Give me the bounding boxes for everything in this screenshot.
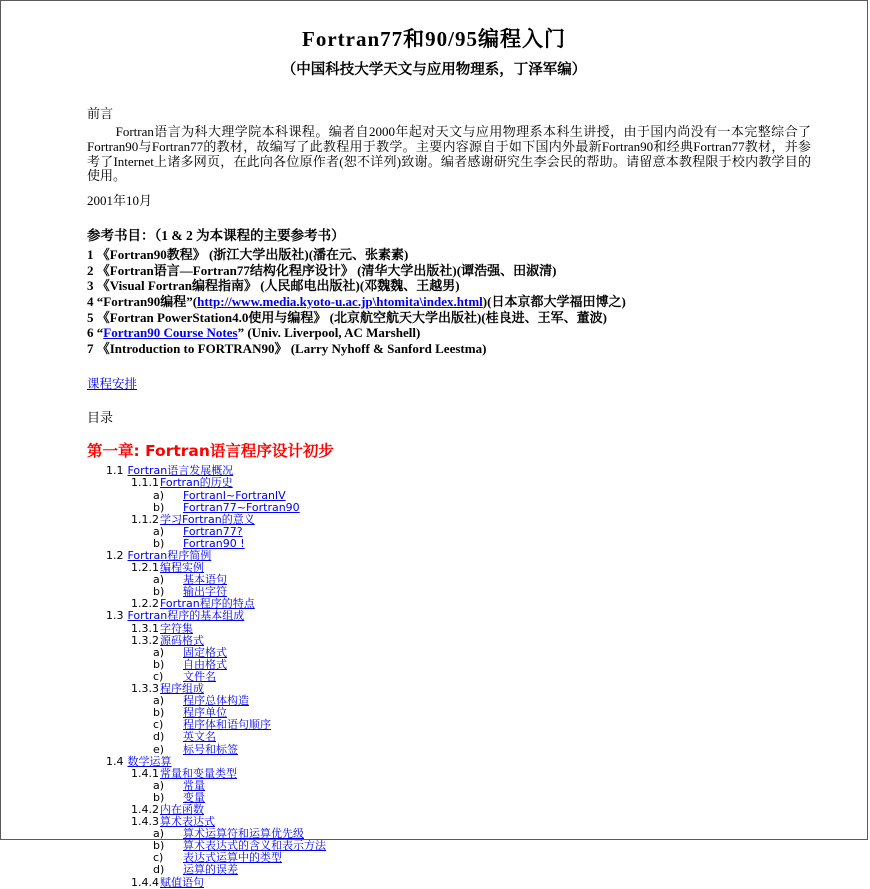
- toc-item: [153, 538, 811, 550]
- reference-text: 5 《Fortran PowerStation4.0使用与编程》 (北京航空航天大学出版社)(桂良进、王军、董波): [87, 309, 607, 325]
- toc-item-link[interactable]: 自由格式: [183, 657, 227, 671]
- toc-item-number: d): [153, 730, 165, 744]
- reference-item: [87, 294, 811, 310]
- toc-item-number: a): [153, 778, 165, 792]
- toc-item-number: 1.4.3: [131, 815, 159, 829]
- toc-item-number: 1.3: [106, 609, 124, 623]
- toc-item-link[interactable]: Fortran的历史: [160, 476, 233, 490]
- toc-item-number: 1.1.2: [131, 512, 159, 526]
- toc-item-link[interactable]: 程序体和语句顺序: [183, 718, 271, 732]
- toc-item-link[interactable]: 运算的误差: [183, 863, 238, 877]
- toc-item: [131, 635, 811, 647]
- toc-item-link[interactable]: 英文名: [183, 730, 216, 744]
- preface-paragraph: Fortran语言为科大理学院本科课程。编者自2000年起对天文与应用物理系本科生讲授，由于国内尚没有一本完整综合了Fortran90与Fortran77的教材，故编写了此教程用于教学。主要内容源自于如下国内外最新Fortran90和经典Fortran77教材，并参考了Internet上诸多网页，在此向各位原作者(恕不详列)致谢。编者感谢研究生李会民的帮助。请留意本教程限于校内教学目的使用。: [87, 124, 811, 184]
- toc-item-number: d): [153, 863, 165, 877]
- toc-item-number: 1.2.2: [131, 597, 159, 611]
- toc-item: [153, 852, 811, 864]
- toc-item-number: b): [153, 500, 165, 514]
- toc-item: [131, 768, 811, 780]
- toc-item-link[interactable]: 输出字符: [183, 585, 227, 599]
- toc-item: [153, 780, 811, 792]
- toc-item: [153, 659, 811, 671]
- toc-item-link[interactable]: 编程实例: [160, 561, 204, 575]
- toc-item-number: a): [153, 827, 165, 841]
- toc-item-link[interactable]: 常量: [183, 778, 205, 792]
- toc-item-number: a): [153, 573, 165, 587]
- toc-item: [106, 550, 811, 562]
- toc-item: [153, 671, 811, 683]
- toc-item: [153, 731, 811, 743]
- toc-item-number: 1.4: [106, 754, 124, 768]
- toc-item: [106, 610, 811, 622]
- toc-list: [87, 465, 811, 888]
- reference-text: 7 《Introduction to FORTRAN90》 (Larry Nyhoff & Sanford Leestma): [87, 340, 487, 356]
- reference-text: ” (Univ. Liverpool, AC Marshell): [237, 325, 421, 341]
- toc-item-link[interactable]: Fortran77~Fortran90: [183, 500, 300, 514]
- toc-item-link[interactable]: 标号和标签: [183, 742, 238, 756]
- toc-item-link[interactable]: Fortran90 !: [183, 536, 245, 550]
- toc-item-number: a): [153, 488, 165, 502]
- toc-item-link[interactable]: 常量和变量类型: [160, 766, 237, 780]
- toc-item-number: 1.1.1: [131, 476, 159, 490]
- toc-item-number: a): [153, 645, 165, 659]
- toc-item-link[interactable]: 表达式运算中的类型: [183, 851, 282, 865]
- toc-item-link[interactable]: 基本语句: [183, 573, 227, 587]
- toc-item-link[interactable]: 变量: [183, 790, 205, 804]
- toc-item: [153, 695, 811, 707]
- toc-item-link[interactable]: 程序组成: [160, 682, 204, 696]
- toc-item-link[interactable]: 内在函数: [160, 802, 204, 816]
- toc-item: [153, 574, 811, 586]
- toc-item-link[interactable]: Fortran77?: [183, 524, 243, 538]
- document-content: [87, 103, 811, 889]
- toc-item: [153, 719, 811, 731]
- toc-item-number: 1.3.1: [131, 621, 159, 635]
- reference-item: [87, 310, 811, 326]
- preface-heading: 前言: [87, 106, 114, 121]
- references-heading: 参考书目：（1 & 2 为本课程的主要参考书）: [87, 228, 345, 244]
- toc-item-link[interactable]: FortranI~FortranIV: [183, 488, 286, 502]
- reference-text: 1 《Fortran90教程》 (浙江大学出版社)(潘在元、张素素): [87, 247, 409, 263]
- toc-item-link[interactable]: Fortran程序的基本组成: [127, 609, 245, 623]
- reference-item: [87, 341, 811, 357]
- reference-item: [87, 247, 811, 263]
- toc-item-link[interactable]: 源码格式: [160, 633, 204, 647]
- toc-item-link[interactable]: 学习Fortran的意义: [160, 512, 255, 526]
- toc-item: [153, 526, 811, 538]
- reference-text: 6 “: [87, 325, 104, 341]
- toc-item-number: 1.3.2: [131, 633, 159, 647]
- toc-item-link[interactable]: Fortran程序简例: [127, 549, 212, 562]
- toc-item-number: a): [153, 694, 165, 708]
- toc-item-number: 1.1: [106, 464, 124, 478]
- toc-item-link[interactable]: 数学运算: [127, 754, 172, 768]
- toc-item-number: b): [153, 536, 165, 550]
- toc-item-link[interactable]: 字符集: [160, 621, 193, 635]
- toc-item: [153, 744, 811, 756]
- toc-item-number: b): [153, 657, 165, 671]
- toc-item-number: b): [153, 790, 165, 804]
- toc-item-number: b): [153, 706, 165, 720]
- toc-item-number: 1.4.4: [131, 875, 159, 889]
- reference-text: 4 “Fortran90编程”(: [87, 293, 198, 309]
- toc-item-link[interactable]: 文件名: [183, 669, 216, 683]
- toc-item-number: 1.2.1: [131, 561, 159, 575]
- reference-item: [87, 278, 811, 294]
- toc-item-number: 1.3.3: [131, 682, 159, 696]
- reference-link[interactable]: http://www.media.kyoto-u.ac.jp\htomita\index.html: [197, 293, 483, 309]
- toc-heading: 目录: [87, 410, 114, 426]
- reference-list: [87, 247, 811, 356]
- toc-item-number: b): [153, 839, 165, 853]
- toc-item-number: a): [153, 524, 165, 538]
- toc-item: [131, 623, 811, 635]
- toc-item-link[interactable]: 算术表达式: [160, 815, 215, 829]
- toc-item-link[interactable]: Fortran语言发展概况: [127, 464, 234, 478]
- toc-item-number: e): [153, 742, 165, 756]
- page-subtitle: （中国科技大学天文与应用物理系，丁泽军编）: [281, 62, 587, 78]
- page-title: Fortran77和90/95编程入门: [302, 27, 566, 51]
- toc-item: [131, 877, 811, 889]
- toc-item-link[interactable]: 程序总体构造: [183, 694, 249, 708]
- toc-item-link[interactable]: 固定格式: [183, 645, 227, 659]
- course-schedule-link[interactable]: 课程安排: [87, 376, 138, 392]
- toc-item-number: 1.4.1: [131, 766, 159, 780]
- toc-item: [153, 792, 811, 804]
- toc-item-number: 1.4.2: [131, 802, 159, 816]
- toc-item-link[interactable]: Fortran程序的特点: [160, 597, 255, 611]
- preface-date: 2001年10月: [87, 193, 153, 209]
- toc-item-link[interactable]: 算术表达式的含义和表示方法: [183, 839, 326, 853]
- toc-item: [153, 647, 811, 659]
- toc-item-number: 1.2: [106, 549, 124, 562]
- toc-item-number: b): [153, 585, 165, 599]
- toc-item-link[interactable]: 程序单位: [183, 706, 227, 720]
- toc-item-link[interactable]: 赋值语句: [160, 875, 204, 889]
- reference-item: [87, 325, 811, 341]
- toc-item-number: c): [153, 669, 164, 683]
- toc-item-number: c): [153, 718, 164, 732]
- toc-item: [153, 864, 811, 876]
- toc-item: [131, 562, 811, 574]
- reference-text: 3 《Visual Fortran编程指南》 (人民邮电出版社)(邓魏魏、王越男): [87, 278, 460, 294]
- toc-item-link[interactable]: 算术运算符和运算优先级: [183, 827, 304, 841]
- reference-link[interactable]: Fortran90 Course Notes: [103, 325, 238, 341]
- toc-item: [131, 804, 811, 816]
- toc-item-number: c): [153, 851, 164, 865]
- chapter-1-heading: 第一章: Fortran语言程序设计初步: [87, 442, 334, 461]
- reference-item: [87, 263, 811, 279]
- reference-text: 2 《Fortran语言—Fortran77结构化程序设计》 (清华大学出版社)(谭浩强、田淑清): [87, 262, 557, 278]
- reference-text: )(日本京都大学福田博之): [482, 293, 626, 309]
